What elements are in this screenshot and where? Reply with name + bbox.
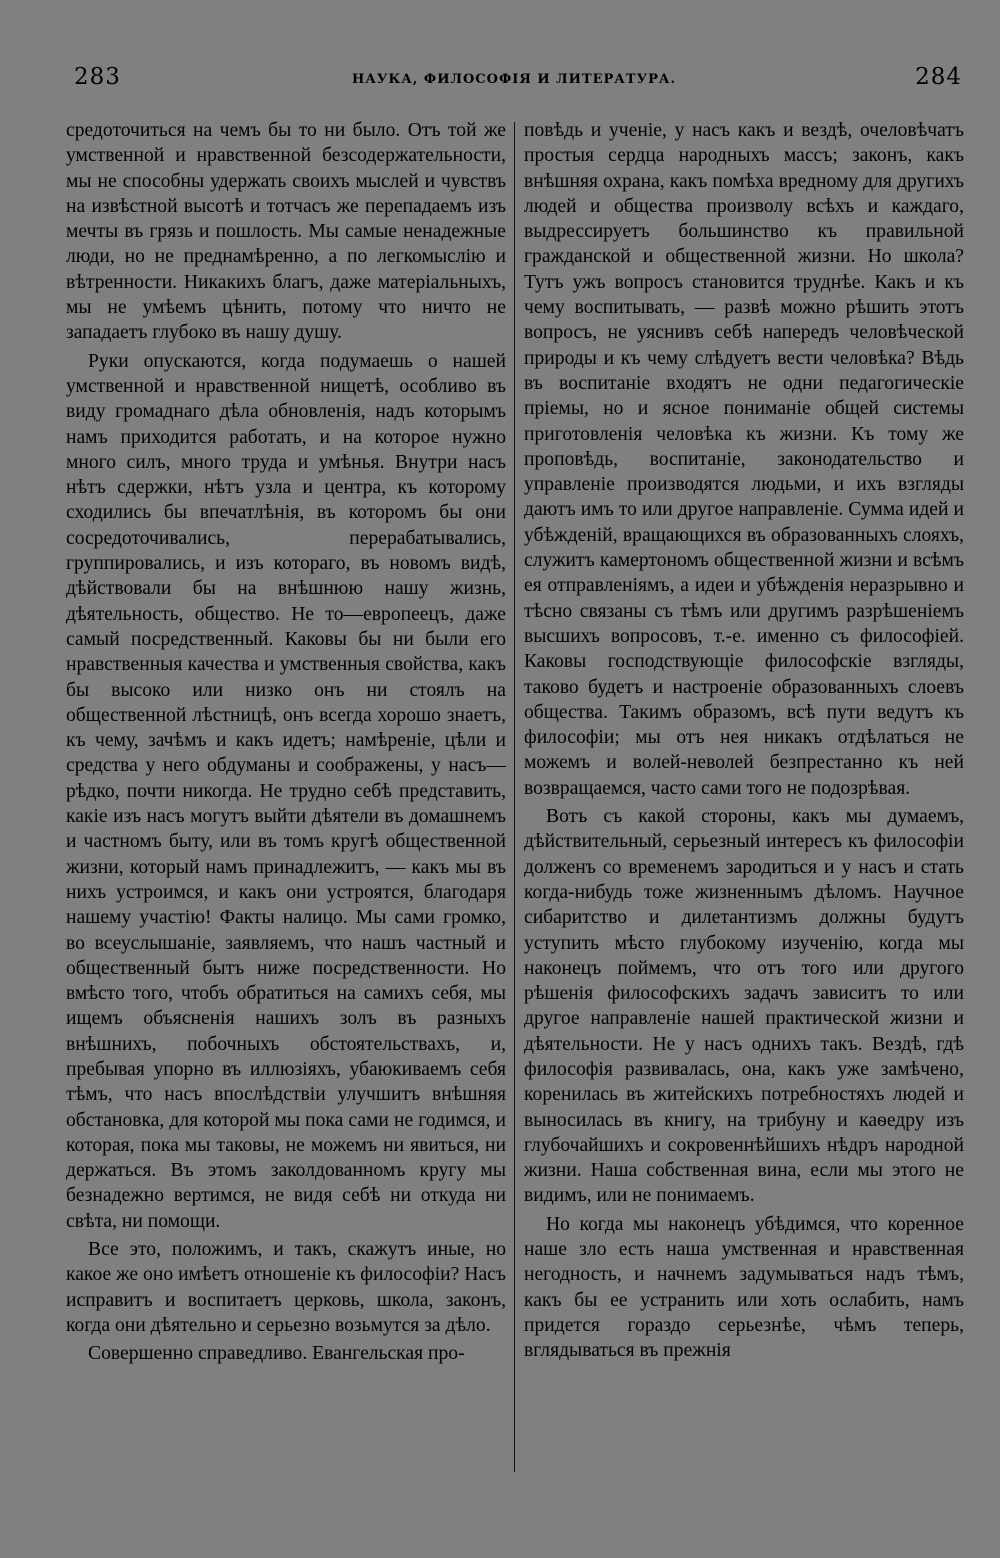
paragraph: средоточиться на чемъ бы то ни было. Отъ той же умственной и нравственной безсодержательности, мы не способны удержать своихъ мыслей и чувствъ на извѣстной высотѣ и тотчасъ же перепадаемъ изъ мечты въ грязь и пошлость. Мы самые ненадежные люди, но не преднамѣренно, а по легкомыслію и вѣтренности. Никакихъ благъ, даже матеріальныхъ, мы не умѣемъ цѣнить, потому что ничто не западаетъ глубоко въ нашу душу. (66, 120, 506, 344)
page-header (66, 64, 962, 98)
right-page-number: 284 (915, 64, 962, 90)
paragraph: Но когда мы наконецъ убѣдимся, что коренное наше зло есть наша умственная и нравственная негодность, и начнемъ задумываться надъ тѣмъ, какъ бы ее устранить или хоть ослабить, намъ придется гораздо серьезнѣе, чѣмъ теперь, вглядываться въ прежнія (524, 1213, 964, 1362)
left-page-number: 283 (74, 64, 121, 90)
running-title: НАУКА, ФИЛОСОФІЯ И ЛИТЕРАТУРА. (351, 72, 677, 87)
column-divider (514, 122, 515, 1472)
paragraph: Все это, положимъ, и такъ, скажутъ иные, но какое же оно имѣетъ отношеніе къ философіи? Насъ исправитъ и воспитаетъ церковь, школа, законъ, когда они дѣятельно и серьезно возьмутся за дѣло. (66, 1239, 506, 1336)
left-column (66, 118, 506, 1518)
paragraph: повѣдь и ученіе, у насъ какъ и вездѣ, очеловѣчатъ простыя сердца народныхъ массъ; законъ, какъ внѣшняя охрана, какъ помѣха вредному для другихъ людей и общества произволу всѣхъ и каждаго, выдрессируетъ большинство къ правильной гражданской и общественной жизни. Но школа? Тутъ ужъ вопросъ становится труднѣе. Какъ и къ чему воспитывать, — развѣ можно рѣшить этотъ вопросъ, не уяснивъ себѣ напередъ человѣческой природы и къ чему слѣдуетъ вести человѣка? Вѣдь въ воспитаніе входятъ не одни педагогическіе пріемы, но и ясное пониманіе общей системы приготовленія человѣка къ жизни. Къ тому же проповѣдь, воспитаніе, законодательство и управленіе производятся людьми, и ихъ взгляды даютъ имъ то или другое направленіе. Сумма идей и убѣжденій, вращающихся въ образованныхъ слояхъ, служитъ камертономъ общественной жизни и всѣмъ ея отправленіямъ, а идеи и убѣжденія неразрывно и тѣсно связаны съ тѣмъ или другимъ разрѣшеніемъ высшихъ вопросовъ, т.-е. именно съ философіей. Каковы господствующіе философскіе взгляды, таково будетъ и настроеніе образованныхъ слоевъ общества. Такимъ образомъ, всѣ пути ведутъ къ философіи; мы отъ нея никакъ отдѣлаться не можемъ и волей-неволей безпрестанно къ ней возвращаемся, часто сами того не подозрѣвая. (524, 120, 964, 799)
paragraph: Вотъ съ какой стороны, какъ мы думаемъ, дѣйствительный, серьезный интересъ къ философіи долженъ со временемъ зародиться и у насъ и стать когда-нибудь тоже жизненнымъ дѣломъ. Научное сибаритство и дилетантизмъ должны будутъ уступить мѣсто глубокому изученію, когда мы наконецъ поймемъ, что отъ того или другого рѣшенія философскихъ задачъ зависитъ то или другое направленіе нашей практической жизни и дѣятельности. Не у насъ однихъ такъ. Вездѣ, гдѣ философія развивалась, она, какъ уже замѣчено, коренилась въ житейскихъ потребностяхъ людей и выносилась въ книгу, на трибуну и каѳедру изъ глубочайшихъ и сокровеннѣйшихъ нѣдръ народной жизни. Наша собственная вина, если мы этого не видимъ, или не понимаемъ. (524, 806, 964, 1207)
right-column (524, 118, 964, 1518)
paragraph: Совершенно справедливо. Евангельская про- (88, 1343, 465, 1365)
paragraph: Руки опускаются, когда подумаешь о нашей умственной и нравственной нищетѣ, особливо въ виду громаднаго дѣла обновленія, надъ которымъ намъ приходится работать, и на которое нужно много силъ, много труда и умѣнья. Внутри насъ нѣтъ сдержки, нѣтъ узла и центра, къ которому сходились бы впечатлѣнія, въ которомъ бы они сосредоточивались, перерабатывались, группировались, и изъ котораго, въ новомъ видѣ, дѣйствовали бы на внѣшнюю нашу жизнь, дѣятельность, общество. Не то—европеецъ, даже самый посредственный. Каковы бы ни были его нравственныя качества и умственныя свойства, какъ бы высоко или низко онъ ни стоялъ на общественной лѣстницѣ, онъ всегда хорошо знаетъ, къ чему, зачѣмъ и какъ идетъ; намѣреніе, цѣли и средства у него обдуманы и соображены, у насъ—рѣдко, почти никогда. Не трудно себѣ представить, какіе изъ насъ могутъ выйти дѣятели въ домашнемъ и частномъ быту, или въ томъ кругѣ общественной жизни, который намъ принадлежитъ, — какъ мы въ нихъ устроимся, и какъ они устроятся, благодаря нашему участію! Факты налицо. Мы сами громко, во всеуслышаніе, заявляемъ, что нашъ частный и общественный бытъ ниже посредственности. Но вмѣсто того, чтобъ обратиться на самихъ себя, мы ищемъ объясненія нашихъ золъ въ разныхъ внѣшнихъ, побочныхъ обстоятельствахъ, и, пребывая упорно въ иллюзіяхъ, убаюкиваемъ себя тѣмъ, что насъ впослѣдствіи улучшитъ внѣшняя обстановка, для которой мы пока сами не годимся, и которая, пока мы таковы, не можемъ ни явиться, ни держаться. Въ этомъ заколдованномъ кругу мы безнадежно вертимся, не видя себѣ ни откуда ни свѣта, ни помощи. (66, 350, 506, 1232)
